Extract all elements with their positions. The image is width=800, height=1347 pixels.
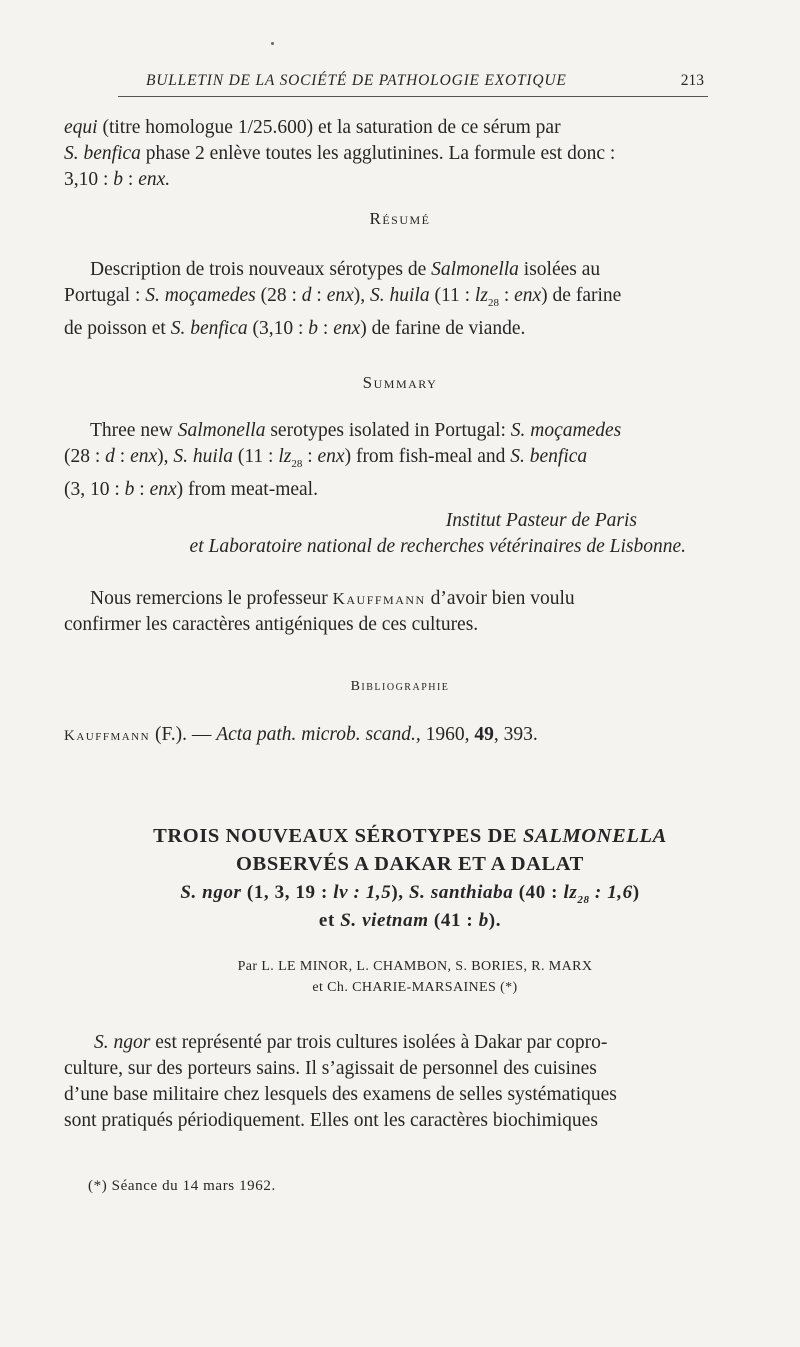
summary-heading: Summary [362, 373, 438, 392]
authors-line-1: Par L. LE MINOR, L. CHAMBON, S. BORIES, R. MARX [237, 959, 593, 974]
bibliography-heading: Bibliographie [350, 679, 450, 694]
text-run: (40 : [513, 882, 564, 903]
text-run: b [124, 478, 135, 500]
species-name: equi [64, 117, 98, 138]
text-run: l [563, 882, 570, 903]
body-paragraph [64, 1030, 709, 1134]
text-run: : [114, 446, 131, 467]
text-run: ), [157, 446, 174, 467]
text-run: , 393. [493, 724, 538, 745]
species-name: S. ngor [180, 882, 242, 903]
species-name: S. vietnam [340, 910, 429, 931]
resume-paragraph [64, 257, 709, 342]
line: d’une base militaire chez lesquels des examens de selles systématiques [64, 1084, 617, 1105]
line [64, 167, 709, 193]
text-run: enx [326, 285, 354, 306]
text-run: : 1,6 [589, 882, 633, 903]
text-run: : [498, 285, 515, 306]
text-run: b [113, 169, 124, 190]
line: confirmer les caractères antigéniques de ces cultures. [64, 614, 479, 635]
text-run: (28 : [255, 285, 302, 306]
line [64, 1030, 709, 1056]
line [64, 283, 709, 316]
affiliation-line-1: Institut Pasteur de Paris [445, 510, 637, 531]
line [64, 316, 709, 342]
text-run: enx [514, 285, 542, 306]
text-run: (3, 10 : [64, 478, 125, 500]
bibliography-entry [64, 722, 709, 749]
line: sont pratiqués périodiquement. Elles ont les caractères biochimiques [64, 1110, 598, 1131]
text-run: b [308, 317, 319, 339]
text-run: enx [333, 317, 361, 339]
text-run: de poisson et [64, 317, 171, 339]
text-run: lz [278, 446, 292, 467]
text-run: ). [488, 910, 502, 931]
text-run: isolées au [518, 259, 601, 280]
line [64, 257, 709, 283]
text-run: phase 2 enlève toutes les agglutinines. La formule est donc : [140, 143, 616, 164]
species-name: S. ngor [94, 1032, 151, 1053]
article-subtitle-line-2 [0, 907, 800, 935]
species-name: S. moçamedes [510, 420, 622, 441]
text-run: lz [474, 285, 488, 306]
text-run: (titre homologue 1/25.600) et la saturation de ce sérum par [97, 117, 561, 138]
footnote: (*) Séance du 14 mars 1962. [88, 1178, 276, 1194]
species-name: S. huila [370, 285, 430, 306]
text-run: : [318, 317, 334, 339]
page-number: 213 [680, 72, 704, 89]
species-name: S. moçamedes [145, 285, 256, 306]
line [64, 418, 709, 444]
genus-name: SALMONELLA [523, 825, 667, 847]
text-run: ) from meat-meal. [176, 478, 318, 500]
text-run: ) [632, 882, 640, 903]
text-run: ), [391, 882, 409, 903]
text-run: 3,10 : [64, 169, 114, 190]
text-run: b [478, 910, 489, 931]
journal-title: BULLETIN DE LA SOCIÉTÉ DE PATHOLOGIE EXOTIQUE [146, 72, 567, 89]
text-run: (28 : [64, 446, 106, 467]
acknowledgement [64, 586, 709, 638]
ref-volume: 49 [474, 724, 494, 745]
text-run: (F.). — [150, 724, 217, 745]
text-run: (11 : [429, 285, 475, 306]
subscript: 28 [577, 893, 590, 906]
species-name: S. benfica [510, 446, 588, 467]
ref-author: Kauffmann [64, 728, 151, 744]
text-run: : [134, 478, 150, 500]
resume-heading: Résumé [369, 209, 431, 228]
text-run: et [318, 910, 341, 931]
text-run: (1, 3, 19 : [241, 882, 334, 903]
text-run: : [311, 285, 327, 306]
text-run: d’avoir bien voulu [425, 588, 575, 609]
genus-name: Salmonella [177, 420, 266, 441]
text-run: d [105, 446, 115, 467]
text-run: Portugal : [64, 285, 146, 306]
text-run: (3,10 : [247, 317, 309, 339]
text-run: : [123, 169, 139, 190]
subscript: 28 [487, 296, 499, 309]
text-run: enx [149, 478, 177, 500]
subscript: 28 [291, 457, 303, 470]
text-run: 1960, [420, 724, 475, 745]
author-name: Kauffmann [332, 589, 426, 608]
species-name: S. benfica [170, 317, 248, 339]
line: culture, sur des porteurs sains. Il s’agissait de personnel des cuisines [64, 1058, 597, 1079]
text-run: enx [130, 446, 158, 467]
text-run: TROIS NOUVEAUX SÉROTYPES DE [153, 825, 524, 847]
text-run: ), [353, 285, 370, 306]
genus-name: Salmonella [431, 259, 519, 280]
text-run: ) from fish-meal and [344, 446, 511, 467]
text-run: d [301, 285, 312, 306]
speck [271, 42, 274, 45]
text-run: (11 : [233, 446, 279, 467]
text-run: ) de farine [541, 285, 622, 306]
ref-journal: Acta path. microb. scand., [216, 724, 421, 745]
species-name: S. huila [173, 446, 233, 467]
text-run: (41 : [428, 910, 479, 931]
article-title-line-1 [0, 822, 800, 850]
line [64, 141, 709, 167]
text-run: Nous remercions le professeur [90, 588, 333, 609]
text-run: ) de farine de viande. [360, 317, 526, 339]
opening-paragraph [64, 115, 709, 193]
affiliation-line-2: et Laboratoire national de recherches vétérinaires de Lisbonne. [189, 536, 686, 557]
line [64, 586, 709, 612]
text-run: serotypes isolated in Portugal: [265, 420, 511, 441]
text-run: : [302, 446, 318, 467]
text-run: z [569, 882, 578, 903]
species-name: S. santhiaba [409, 882, 514, 903]
text-run: lv : 1,5 [333, 882, 392, 903]
running-header [118, 70, 708, 97]
summary-paragraph [64, 418, 709, 503]
text-run: est représenté par trois cultures isolées à Dakar par copro- [150, 1032, 608, 1053]
species-name: S. benfica [64, 143, 141, 164]
line [64, 115, 709, 141]
line [64, 477, 709, 503]
text-run: Three new [90, 420, 178, 441]
authors-line-2: et Ch. CHARIE-MARSAINES (*) [312, 980, 518, 995]
text-run: enx [317, 446, 345, 467]
text-run: Description de trois nouveaux sérotypes de [90, 259, 432, 280]
article-title-line-2: OBSERVÉS A DAKAR ET A DALAT [236, 853, 584, 875]
line [64, 444, 709, 477]
text-run: enx. [138, 169, 171, 190]
